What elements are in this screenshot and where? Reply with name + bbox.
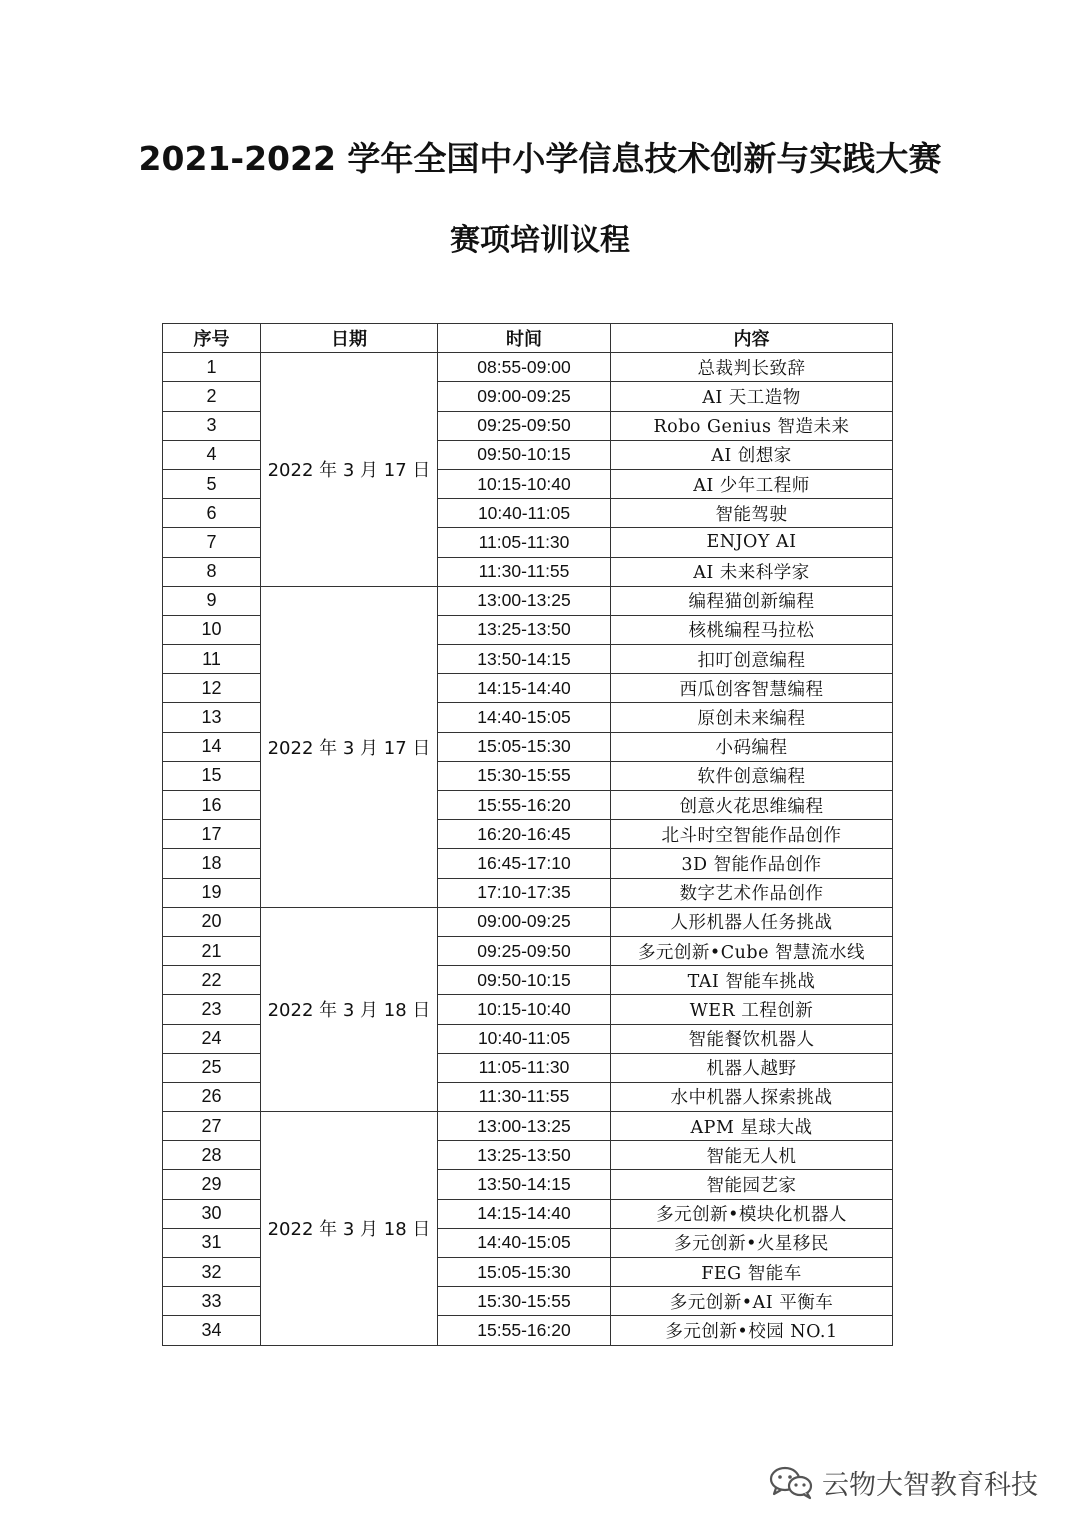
document-title: 2021-2022 学年全国中小学信息技术创新与实践大赛	[138, 139, 942, 178]
row-number: 9	[163, 586, 261, 615]
row-number: 17	[163, 820, 261, 849]
time-cell: 17:10-17:35	[438, 878, 611, 907]
row-number: 18	[163, 849, 261, 878]
time-cell: 13:50-14:15	[438, 1170, 611, 1199]
row-number: 28	[163, 1141, 261, 1170]
content-cell: AI 天工造物	[611, 382, 893, 411]
content-cell: 总裁判长致辞	[611, 353, 893, 382]
time-cell: 09:25-09:50	[438, 936, 611, 965]
row-number: 22	[163, 966, 261, 995]
time-cell: 09:00-09:25	[438, 382, 611, 411]
table-row	[163, 1112, 893, 1141]
schedule-table	[162, 323, 893, 1346]
row-number: 8	[163, 557, 261, 586]
row-number: 2	[163, 382, 261, 411]
table-header-row	[163, 324, 893, 353]
time-cell: 15:55-16:20	[438, 1316, 611, 1345]
time-cell: 10:40-11:05	[438, 1024, 611, 1053]
content-cell: 数字艺术作品创作	[611, 878, 893, 907]
row-number: 24	[163, 1024, 261, 1053]
row-number: 13	[163, 703, 261, 732]
watermark-text: 云物大智教育科技	[822, 1469, 1038, 1501]
content-cell: 多元创新•校园 NO.1	[611, 1316, 893, 1345]
time-cell: 11:05-11:30	[438, 528, 611, 557]
content-cell: AI 少年工程师	[611, 469, 893, 498]
row-number: 29	[163, 1170, 261, 1199]
time-cell: 16:20-16:45	[438, 820, 611, 849]
time-cell: 14:40-15:05	[438, 1228, 611, 1257]
content-cell: 多元创新•AI 平衡车	[611, 1287, 893, 1316]
row-number: 3	[163, 411, 261, 440]
time-cell: 09:00-09:25	[438, 907, 611, 936]
content-cell: 核桃编程马拉松	[611, 615, 893, 644]
time-cell: 15:05-15:30	[438, 732, 611, 761]
content-cell: 多元创新•模块化机器人	[611, 1199, 893, 1228]
time-cell: 14:40-15:05	[438, 703, 611, 732]
table-row	[163, 353, 893, 382]
row-number: 7	[163, 528, 261, 557]
row-number: 26	[163, 1082, 261, 1111]
row-number: 30	[163, 1199, 261, 1228]
time-cell: 14:15-14:40	[438, 674, 611, 703]
row-number: 27	[163, 1112, 261, 1141]
time-cell: 09:25-09:50	[438, 411, 611, 440]
column-header-time: 时间	[438, 324, 611, 353]
row-number: 15	[163, 761, 261, 790]
row-number: 16	[163, 791, 261, 820]
row-number: 21	[163, 936, 261, 965]
content-cell: 创意火花思维编程	[611, 791, 893, 820]
row-number: 12	[163, 674, 261, 703]
content-cell: 水中机器人探索挑战	[611, 1082, 893, 1111]
content-cell: FEG 智能车	[611, 1258, 893, 1287]
time-cell: 11:30-11:55	[438, 1082, 611, 1111]
time-cell: 10:15-10:40	[438, 995, 611, 1024]
time-cell: 13:25-13:50	[438, 615, 611, 644]
time-cell: 15:30-15:55	[438, 1287, 611, 1316]
content-cell: 智能餐饮机器人	[611, 1024, 893, 1053]
table-row	[163, 586, 893, 615]
content-cell: 智能园艺家	[611, 1170, 893, 1199]
content-cell: 3D 智能作品创作	[611, 849, 893, 878]
row-number: 11	[163, 645, 261, 674]
time-cell: 11:30-11:55	[438, 557, 611, 586]
time-cell: 09:50-10:15	[438, 440, 611, 469]
content-cell: TAI 智能车挑战	[611, 966, 893, 995]
column-header-number: 序号	[163, 324, 261, 353]
time-cell: 09:50-10:15	[438, 966, 611, 995]
row-number: 34	[163, 1316, 261, 1345]
content-cell: 扣叮创意编程	[611, 645, 893, 674]
content-cell: 北斗时空智能作品创作	[611, 820, 893, 849]
schedule-body	[163, 353, 893, 1345]
content-cell: 多元创新•火星移民	[611, 1228, 893, 1257]
time-cell: 13:00-13:25	[438, 1112, 611, 1141]
row-number: 14	[163, 732, 261, 761]
wechat-icon	[768, 1464, 816, 1500]
content-cell: AI 创想家	[611, 440, 893, 469]
content-cell: Robo Genius 智造未来	[611, 411, 893, 440]
row-number: 20	[163, 907, 261, 936]
row-number: 33	[163, 1287, 261, 1316]
content-cell: ENJOY AI	[611, 528, 893, 557]
date-cell: 2022 年 3 月 17 日	[261, 353, 438, 587]
time-cell: 13:00-13:25	[438, 586, 611, 615]
date-cell: 2022 年 3 月 18 日	[261, 907, 438, 1111]
document-subtitle: 赛项培训议程	[450, 223, 630, 258]
time-cell: 10:15-10:40	[438, 469, 611, 498]
content-cell: 西瓜创客智慧编程	[611, 674, 893, 703]
time-cell: 13:25-13:50	[438, 1141, 611, 1170]
content-cell: 编程猫创新编程	[611, 586, 893, 615]
content-cell: 软件创意编程	[611, 761, 893, 790]
content-cell: 智能无人机	[611, 1141, 893, 1170]
row-number: 6	[163, 499, 261, 528]
column-header-content: 内容	[611, 324, 893, 353]
row-number: 31	[163, 1228, 261, 1257]
watermark	[768, 1462, 1038, 1502]
time-cell: 08:55-09:00	[438, 353, 611, 382]
content-cell: 人形机器人任务挑战	[611, 907, 893, 936]
time-cell: 14:15-14:40	[438, 1199, 611, 1228]
date-cell: 2022 年 3 月 17 日	[261, 586, 438, 907]
time-cell: 15:05-15:30	[438, 1258, 611, 1287]
content-cell: 小码编程	[611, 732, 893, 761]
row-number: 32	[163, 1258, 261, 1287]
row-number: 5	[163, 469, 261, 498]
content-cell: 多元创新•Cube 智慧流水线	[611, 936, 893, 965]
date-cell: 2022 年 3 月 18 日	[261, 1112, 438, 1346]
row-number: 4	[163, 440, 261, 469]
time-cell: 16:45-17:10	[438, 849, 611, 878]
row-number: 25	[163, 1053, 261, 1082]
time-cell: 13:50-14:15	[438, 645, 611, 674]
column-header-date: 日期	[261, 324, 438, 353]
time-cell: 10:40-11:05	[438, 499, 611, 528]
row-number: 19	[163, 878, 261, 907]
time-cell: 15:30-15:55	[438, 761, 611, 790]
table-row	[163, 907, 893, 936]
content-cell: 机器人越野	[611, 1053, 893, 1082]
content-cell: AI 未来科学家	[611, 557, 893, 586]
row-number: 1	[163, 353, 261, 382]
row-number: 23	[163, 995, 261, 1024]
content-cell: 原创未来编程	[611, 703, 893, 732]
time-cell: 15:55-16:20	[438, 791, 611, 820]
content-cell: APM 星球大战	[611, 1112, 893, 1141]
content-cell: WER 工程创新	[611, 995, 893, 1024]
time-cell: 11:05-11:30	[438, 1053, 611, 1082]
content-cell: 智能驾驶	[611, 499, 893, 528]
row-number: 10	[163, 615, 261, 644]
